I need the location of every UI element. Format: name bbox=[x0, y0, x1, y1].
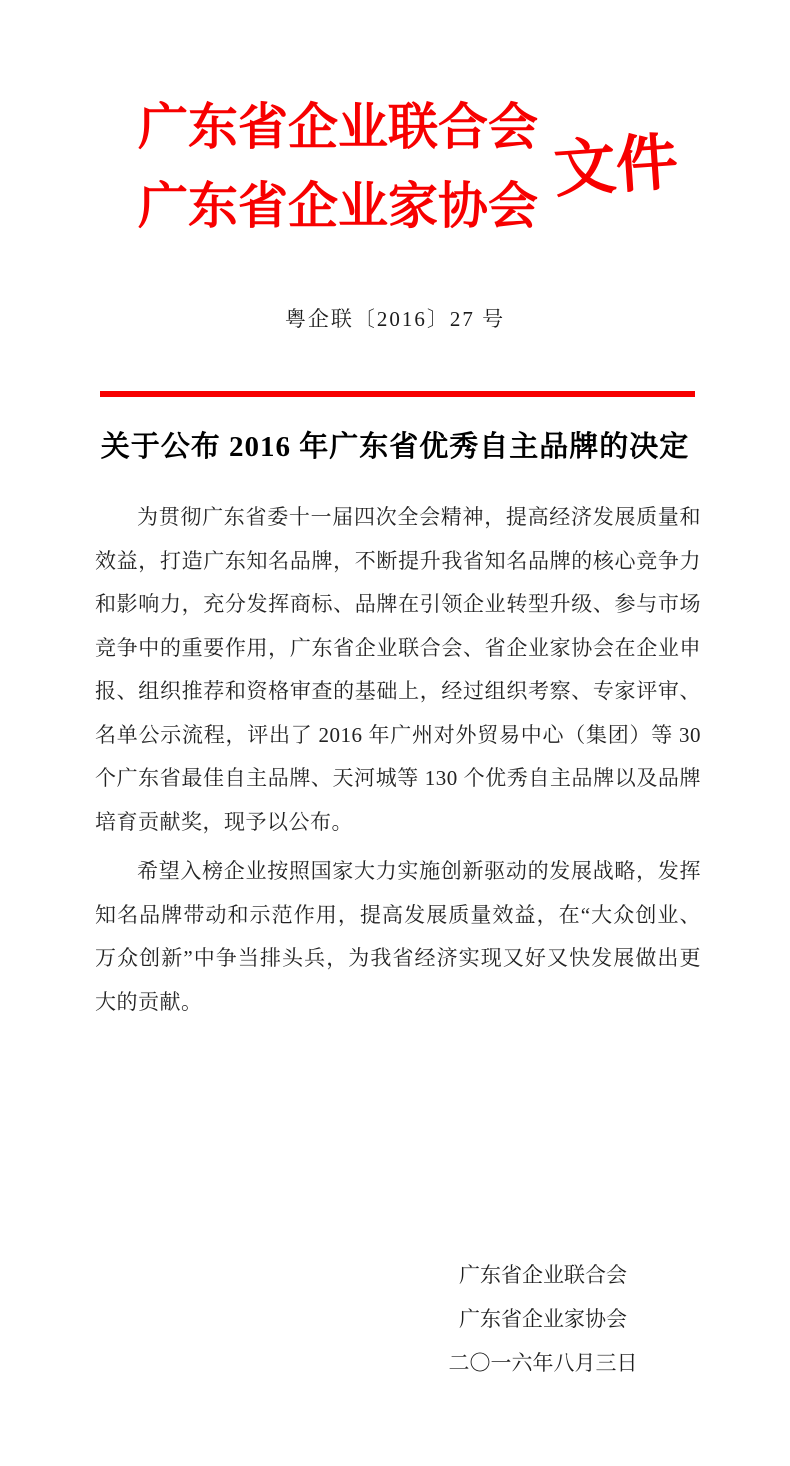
signature-org1: 广东省企业联合会 bbox=[459, 1263, 627, 1287]
body-paragraph-1: 为贯彻广东省委十一届四次全会精神，提高经济发展质量和效益，打造广东知名品牌，不断提升我省知名品牌的核心竞争力和影响力，充分发挥商标、品牌在引领企业转型升级、参与市场竞争中的重要作用，广东省企业联合会、省企业家协会在企业申报、组织推荐和资格审查的基础上，经过组织考察、专家评审、名单公示流程，评出了 2016 年广州对外贸易中心（集团）等 30 个广东省最佳自主品牌、天河城等 130 个优秀自主品牌以及品牌培育贡献奖，现予以公布。 bbox=[95, 505, 701, 834]
doc-title: 关于公布 2016 年广东省优秀自主品牌的决定 bbox=[100, 431, 690, 463]
red-divider bbox=[100, 391, 695, 397]
issuing-org-line2: 广东省企业家协会 bbox=[138, 178, 538, 234]
signature-org2: 广东省企业家协会 bbox=[459, 1307, 627, 1331]
signature-date: 二〇一六年八月三日 bbox=[448, 1351, 638, 1375]
doc-type-label: 文件 bbox=[551, 128, 681, 206]
signature-block bbox=[443, 1253, 643, 1385]
issuing-org-line1: 广东省企业联合会 bbox=[138, 99, 538, 155]
masthead bbox=[138, 88, 681, 246]
doc-number: 粤企联〔2016〕27 号 bbox=[284, 307, 506, 331]
issuing-org-names bbox=[138, 88, 538, 246]
body-paragraph-2: 希望入榜企业按照国家大力实施创新驱动的发展战略，发挥知名品牌带动和示范作用，提高发展质量效益，在“大众创业、万众创新”中争当排头兵，为我省经济实现又好又快发展做出更大的贡献。 bbox=[95, 859, 701, 1014]
doc-body bbox=[95, 496, 701, 1024]
